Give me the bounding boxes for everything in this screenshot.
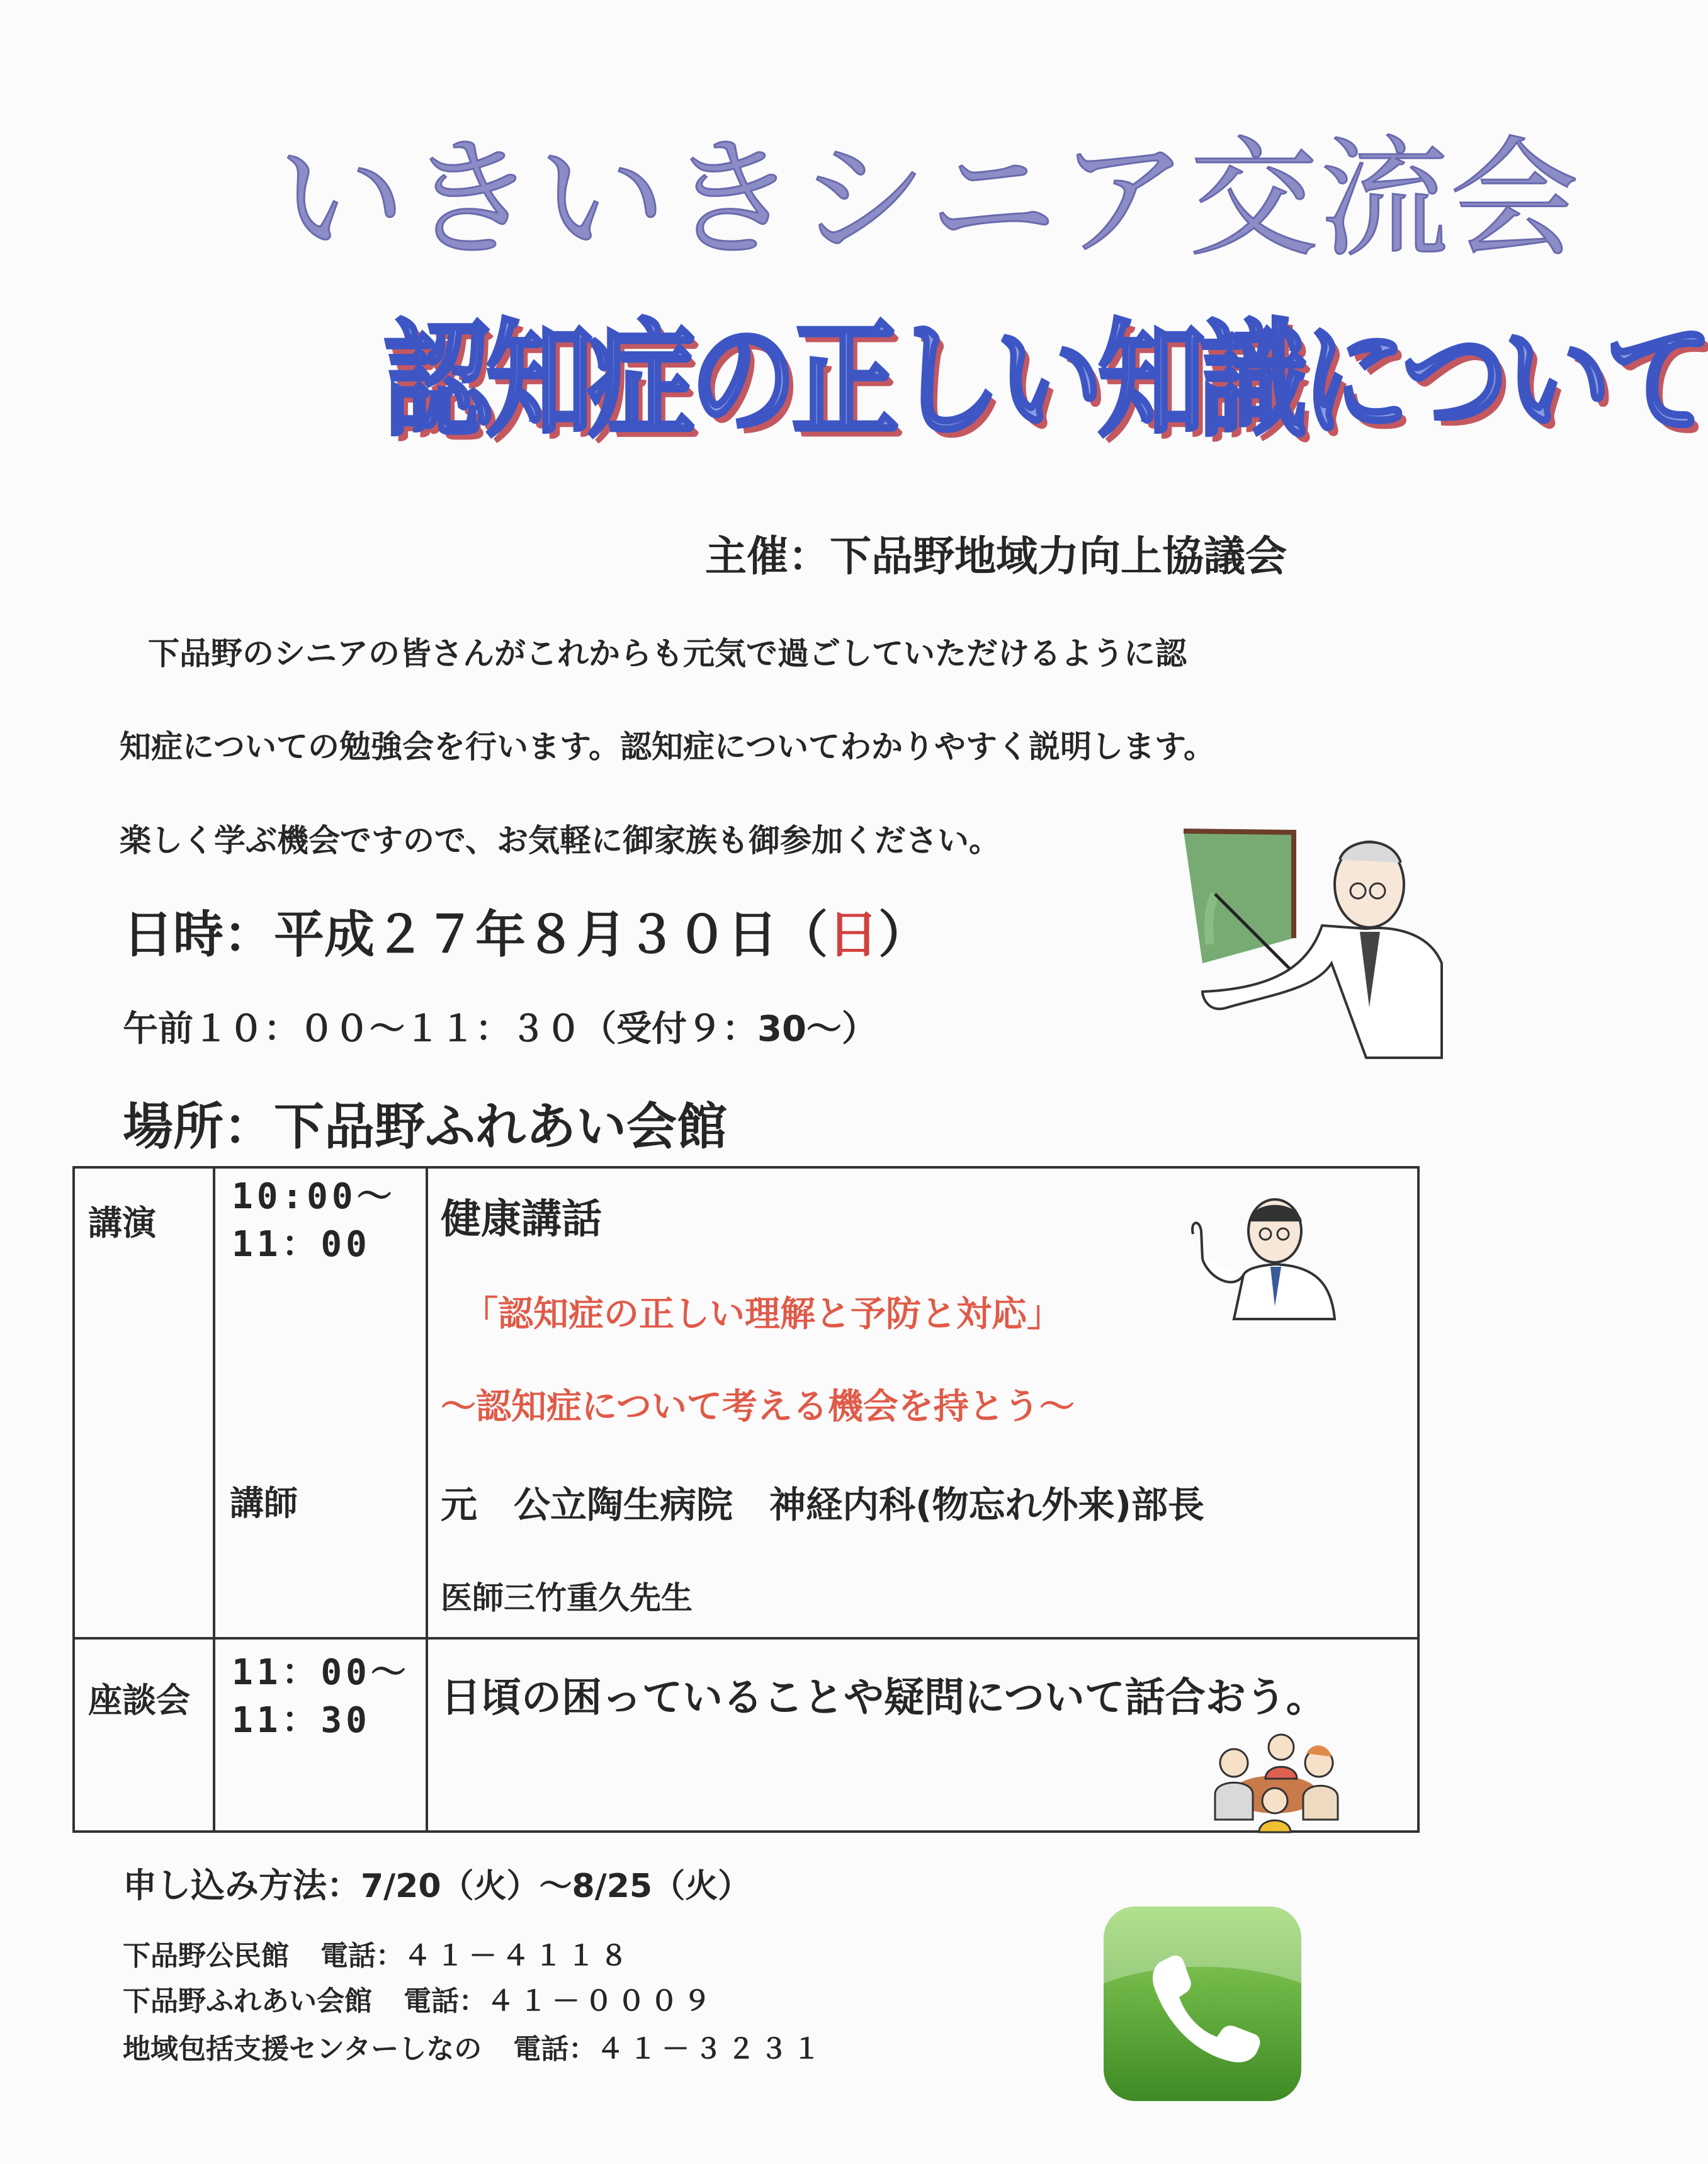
lecture-end-time: 11：00 bbox=[232, 1224, 371, 1265]
teacher-illustration bbox=[1177, 819, 1454, 1070]
contact-name: 下品野公民館 bbox=[123, 1940, 289, 1972]
phone-icon bbox=[1099, 1901, 1306, 2106]
contact-phone-label: 電話： bbox=[513, 2033, 597, 2065]
contact-phone-label: 電話： bbox=[404, 1985, 487, 2017]
contact-number: ４１－４１１８ bbox=[404, 1940, 633, 1972]
intro-line-1: 下品野のシニアの皆さんがこれからも元気で過ごしていただけるように認 bbox=[148, 635, 1187, 672]
intro-line-3: 楽しく学ぶ機会ですので、お気軽に御家族も御参加ください。 bbox=[120, 822, 1000, 859]
date-label: 日時：平成２７年８月３０日（ bbox=[123, 905, 828, 964]
lecture-topic: 健康講話 bbox=[441, 1196, 602, 1243]
organizer: 主催：下品野地域力向上協議会 bbox=[705, 532, 1287, 581]
contact-phone-label: 電話： bbox=[320, 1940, 404, 1972]
discussion-start-time: 11：00～ bbox=[232, 1652, 410, 1693]
group-illustration bbox=[1202, 1725, 1347, 1832]
page-subtitle: 認知症の正しい知識について bbox=[384, 307, 1708, 455]
lecture-theme: 「認知症の正しい理解と予防と対応」 bbox=[463, 1294, 1062, 1335]
contact-name: 地域包括支援センターしなの bbox=[123, 2033, 482, 2065]
event-time: 午前１０：００～１１：３０（受付９：30～） bbox=[123, 1009, 877, 1050]
contact-number: ４１－３２３１ bbox=[596, 2033, 826, 2065]
lecturer-title: 元 公立陶生病院 神経内科(物忘れ外来)部長 bbox=[441, 1483, 1205, 1526]
lecture-subtheme: ～認知症について考える機会を持とう～ bbox=[441, 1386, 1075, 1427]
doctor-illustration bbox=[1184, 1196, 1347, 1322]
application-info bbox=[123, 1859, 750, 1907]
intro-line-2: 知症についての勉強会を行います。認知症についてわかりやすく説明します。 bbox=[120, 728, 1215, 765]
lecture-start-time: 10:00～ bbox=[232, 1176, 396, 1217]
contact-row bbox=[123, 1978, 716, 2019]
date-day: 日 bbox=[828, 905, 878, 964]
discussion-topic: 日頃の困っていることや疑問について話合おう。 bbox=[441, 1675, 1326, 1721]
lecture-label: 講演 bbox=[88, 1203, 156, 1243]
contact-row bbox=[123, 2026, 825, 2066]
page-title: いきいきシニア交流会 bbox=[277, 125, 1580, 275]
application-period: 7/20（火）～8/25（火） bbox=[361, 1867, 751, 1905]
lecturer-name: 医師三竹重久先生 bbox=[441, 1580, 693, 1616]
discussion-label: 座談会 bbox=[88, 1680, 190, 1720]
contact-row bbox=[123, 1933, 633, 1973]
contact-number: ４１－０００９ bbox=[487, 1985, 716, 2017]
discussion-end-time: 11：30 bbox=[232, 1700, 371, 1741]
event-place: 場所：下品野ふれあい会館 bbox=[123, 1097, 727, 1156]
date-close: ） bbox=[878, 905, 929, 964]
application-label: 申し込み方法： bbox=[123, 1866, 361, 1905]
contact-name: 下品野ふれあい会館 bbox=[123, 1985, 372, 2017]
lecturer-label: 講師 bbox=[230, 1483, 298, 1523]
event-date bbox=[123, 894, 929, 966]
